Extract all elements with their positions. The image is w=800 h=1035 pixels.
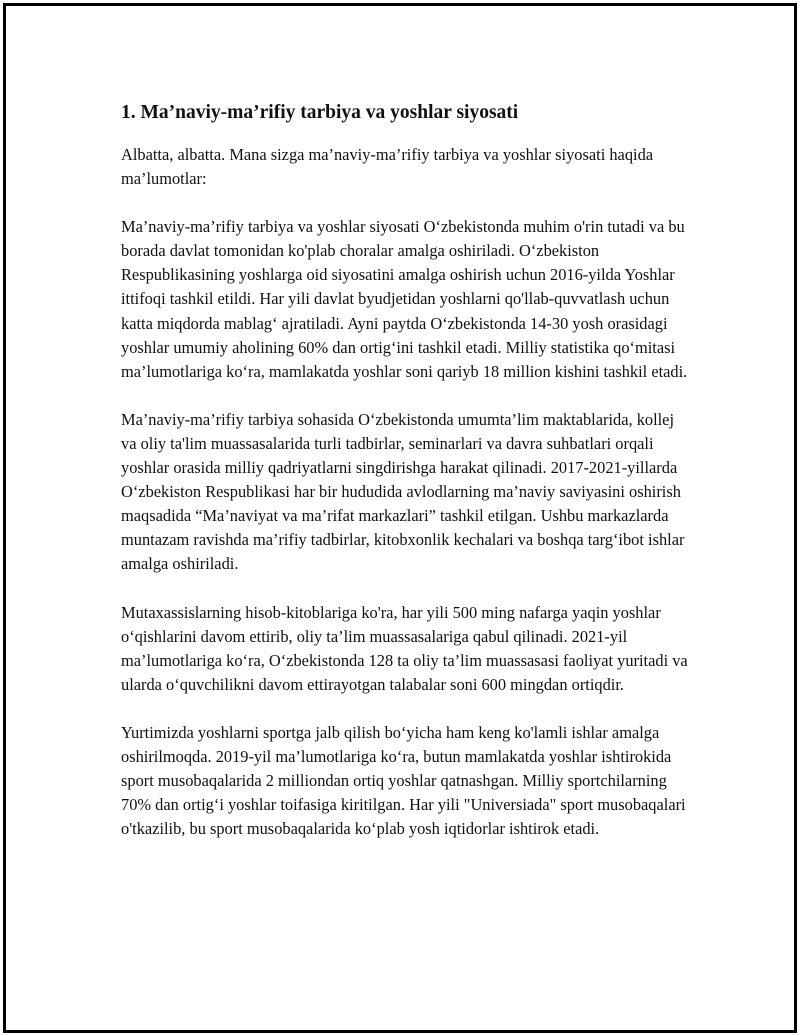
youth-policy-paragraph: Ma’naviy-ma’rifiy tarbiya va yoshlar siyosati O‘zbekistonda muhim o'rin tutadi va bu borada davlat tomonidan ko'plab choralar amalga oshiriladi. O‘zbekiston Respublikasining yoshlarga oid siyosatini amalga oshirish uchun 2016-yilda Yoshlar ittifoqi tashkil etildi. Har yili davlat byudjetidan yoshlarni qo'llab-quvvatlash uchun katta miqdorda mablag‘ ajratiladi. Ayni paytda O‘zbekistonda 14-30 yosh orasidagi yoshlar umumiy aholining 60% dan ortig‘ini tashkil etadi. Milliy statistika qo‘mitasi ma’lumotlariga ko‘ra, mamlakatda yoshlar soni qariyb 18 million kishini tashkil etadi. — [121, 217, 688, 381]
intro-paragraph: Albatta, albatta. Mana sizga ma’naviy-ma’rifiy tarbiya va yoshlar siyosati haqida ma’lumotlar: — [121, 145, 654, 189]
page-frame — [3, 3, 797, 1033]
youth-sport-paragraph: Yurtimizda yoshlarni sportga jalb qilish bo‘yicha ham keng ko'lamli ishlar amalga oshirilmoqda. 2019-yil ma’lumotlariga ko‘ra, butun mamlakatda yoshlar ishtirokida sport musobaqalarida 2 milliondan ortiq yoshlar qatnashgan. Milliy sportchilarning 70% dan ortig‘i yoshlar toifasiga kiritilgan. Har yili "Universiada" sport musobaqalari o'tkazilib, bu sport musobaqalarida ko‘plab yosh iqtidorlar ishtirok etadi. — [121, 722, 686, 839]
spiritual-education-paragraph: Ma’naviy-ma’rifiy tarbiya sohasida O‘zbekistonda umumta’lim maktablarida, kollej va oliy ta'lim muassasalarida turli tadbirlar, seminarlari va davra suhbatlari orqali yoshlar orasida milliy qadriyatlarni singdirishga harakat qilinadi. 2017-2021-yillarda O‘zbekiston Respublikasi har bir hududida avlodlarning ma’naviy saviyasini oshirish maqsadida “Ma’naviyat va ma’rifat markazlari” tashkil etilgan. Ushbu markazlarda muntazam ravishda ma’rifiy tadbirlar, kitobxonlik kechalari va boshqa targ‘ibot ishlar amalga oshiriladi. — [121, 409, 685, 574]
section-heading: 1. Ma’naviy-ma’rifiy tarbiya va yoshlar siyosati — [121, 102, 519, 123]
higher-education-paragraph: Mutaxassislarning hisob-kitoblariga ko'ra, har yili 500 ming nafarga yaqin yoshlar o‘qishlarini davom ettirib, oliy ta’lim muassasalariga qabul qilinadi. 2021-yil ma’lumotlariga ko‘ra, O‘zbekistonda 128 ta oliy ta’lim muassasasi faoliyat yuritadi va ularda o‘quvchilikni davom ettirayotgan talabalar soni 600 mingdan ortiqdir. — [121, 602, 688, 694]
document-body — [121, 100, 691, 865]
